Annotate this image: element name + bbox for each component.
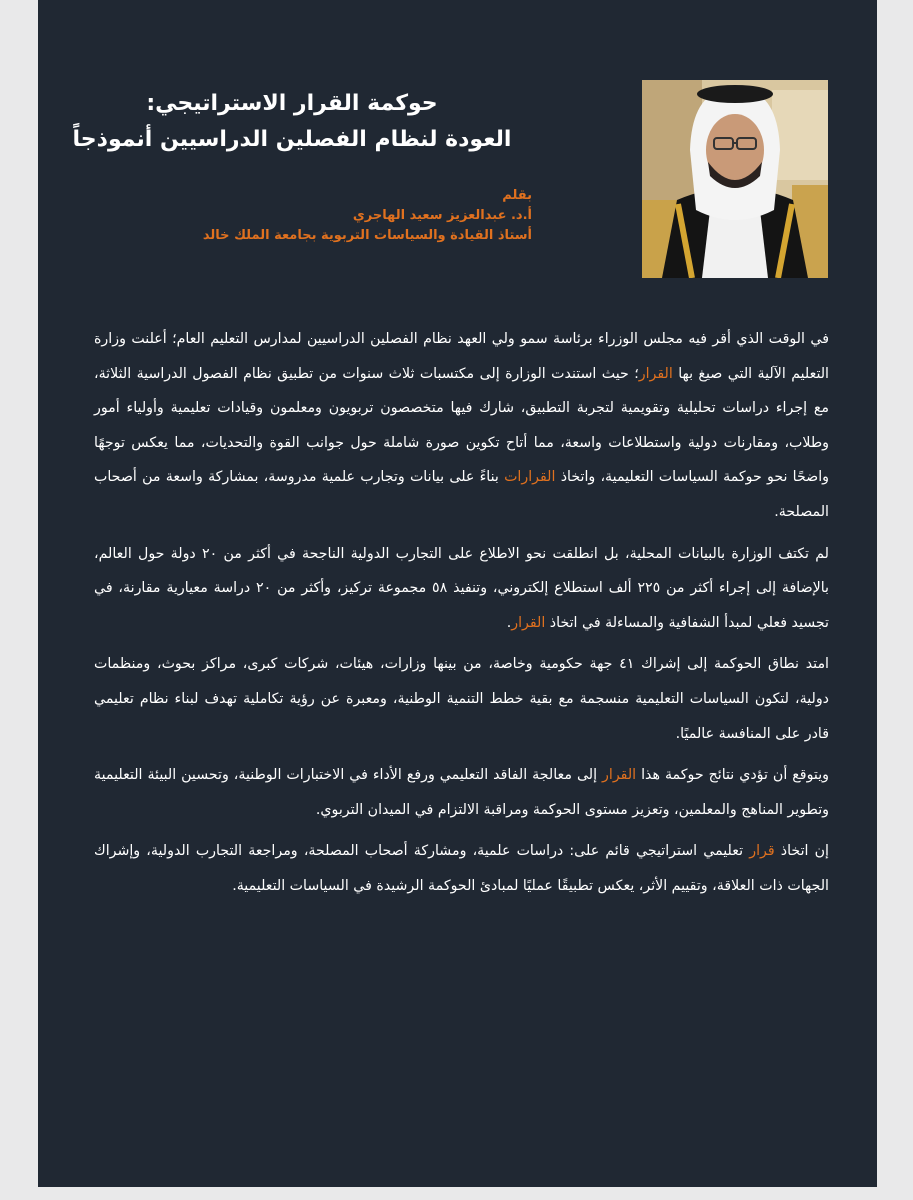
paragraph-text: امتد نطاق الحوكمة إلى إشراك ٤١ جهة حكومية وخاصة، من بينها وزارات، هيئات، شركات كبرى، مراكز بحوث، ومنظمات دولية، لتكون السياسات التعليمية منسجمة مع بقية خطط التنمية الوطنية، ومعبرة عن رؤية تكاملية تهدف لبناء نظام تعليمي قادر على المنافسة عالميًا.	[94, 656, 829, 742]
author-name: أ.د. عبدالعزيز سعيد الهاجري	[352, 208, 532, 223]
author-title: أستاذ القيادة والسياسات التربوية بجامعة الملك خالد	[202, 228, 532, 243]
paragraph-text: ويتوقع أن تؤدي نتائج حوكمة هذا	[636, 767, 829, 784]
paragraph-text: في الوقت الذي أقر فيه مجلس الوزراء برئاسة سمو ولي العهد نظام الفصلين الدراسيين لمدارس التعليم العام؛ أعلنت وزارة التعليم الآلية التي صيغ بها	[94, 331, 830, 382]
highlighted-keyword: القرار	[602, 767, 637, 784]
article-title	[52, 86, 532, 158]
paragraph-text: تعليمي استراتيجي قائم على: دراسات علمية، ومشاركة أصحاب المصلحة، ومراجعة التجارب الدولية، وإشراك الجهات ذات العلاقة، وتقييم الأثر، يعكس تطبيقًا عمليًا لمبادئ الحوكمة الرشيدة في السياسات التعليمية.	[94, 843, 829, 894]
paragraph-text: بناءً على بيانات وتجارب علمية مدروسة، بمشاركة واسعة من أصحاب المصلحة.	[94, 469, 829, 520]
paragraph-text: ؛ حيث استندت الوزارة إلى مكتسبات ثلاث سنوات من تطبيق نظام الفصول الدراسية الثلاثة، مع إجراء دراسات تحليلية وتقويمية لتجربة التطبيق، شارك فيها متخصصون تربويون ومعلمون وقيادات تعليمية وأولياء أمور وطلاب، ومقارنات دولية واستطلاعات واسعة، مما أتاح تكوين صورة شاملة حول جوانب القوة والتحديات، مما يعكس توجهًا واضحًا نحو حوكمة السياسات التعليمية، واتخاذ	[94, 365, 829, 486]
body-paragraph-2	[94, 537, 829, 641]
paragraph-text: إن اتخاذ	[774, 843, 829, 860]
byline-label: بقلم	[502, 188, 532, 203]
body-paragraph-1	[94, 322, 829, 530]
author-photo	[642, 80, 828, 278]
paragraph-text: لم تكتف الوزارة بالبيانات المحلية، بل انطلقت نحو الاطلاع على التجارب الدولية الناجحة في أكثر من ٢٠ دولة حول العالم، بالإضافة إلى إجراء أكثر من ٢٢٥ ألف استطلاع إلكتروني، وتنفيذ ٥٨ مجموعة تركيز، وأكثر من ٢٠ دراسة معيارية مقارنة، في تجسيد فعلي لمبدأ الشفافية والمساءلة في اتخاذ	[94, 545, 830, 631]
paragraph-text: إلى معالجة الفاقد التعليمي ورفع الأداء في الاختبارات الوطنية، وتحسين البيئة التعليمية وتطوير المناهج والمعلمين، وتعزيز مستوى الحوكمة ومراقبة الالتزام في الميدان التربوي.	[94, 767, 829, 818]
highlighted-keyword: قرار	[749, 843, 775, 860]
highlighted-keyword: القرارات	[504, 469, 556, 486]
paragraph-text: .	[506, 614, 512, 631]
article-page	[38, 0, 877, 1187]
author-portrait-image	[642, 80, 828, 278]
highlighted-keyword: القرار	[511, 614, 546, 631]
byline	[112, 186, 532, 246]
body-paragraph-4	[94, 758, 829, 827]
highlighted-keyword: القرار	[638, 365, 673, 382]
title-line-1: حوكمة القرار الاستراتيجي:	[146, 91, 438, 116]
article-body	[94, 322, 829, 911]
body-paragraph-5	[94, 834, 829, 903]
body-paragraph-3	[94, 647, 829, 751]
title-line-2: العودة لنظام الفصلين الدراسيين أنموذجاً	[72, 127, 512, 152]
